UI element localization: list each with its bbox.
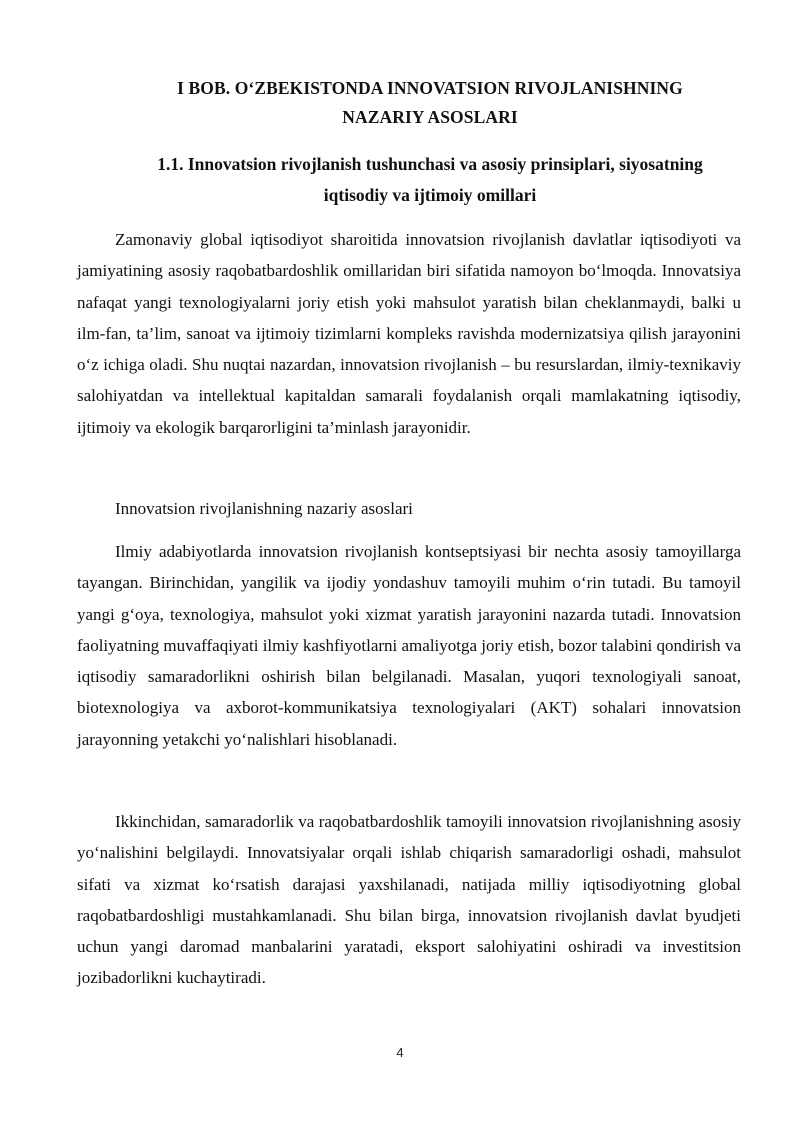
- body-paragraph: Zamonaviy global iqtisodiyot sharoitida innovatsion rivojlanish davlatlar iqtisodiyoti va jamiyatining asosiy raqobatbardoshlik omillaridan biri sifatida namoyon bo‘lmoqda. Innovatsiya nafaqat yangi texnologiyalarni joriy etish yoki mahsulot yaratish bilan cheklanmaydi, balki u ilm-fan, ta’lim, sanoat va ijtimoiy tizimlarni kompleks ravishda modernizatsiya qilish jarayonini o‘z ichiga oladi. Shu nuqtai nazardan, innovatsion rivojlanish – bu resurslardan, ilmiy-texnikaviy salohiyatdan va intellektual kapitaldan samarali foydalanish orqali mamlakatning iqtisodiy, ijtimoiy va ekologik barqarorligini ta’minlash jarayonidir.: [77, 230, 741, 437]
- section-title-line-2: iqtisodiy va ijtimoiy omillari: [323, 185, 537, 205]
- chapter-title: [140, 74, 720, 132]
- chapter-title-line-2: NAZARIY ASOSLARI: [342, 107, 518, 127]
- chapter-title-line-1: I BOB. O‘ZBEKISTONDA INNOVATSION RIVOJLANISHNING: [177, 78, 683, 98]
- subheading-paragraph: Innovatsion rivojlanishning nazariy asoslari: [115, 499, 413, 518]
- section-title: [120, 149, 740, 211]
- body-paragraph: Ikkinchidan, samaradorlik va raqobatbardoshlik tamoyili innovatsion rivojlanishning asosiy yo‘nalishini belgilaydi. Innovatsiyalar orqali ishlab chiqarish samaradorligi oshadi, mahsulot sifati va xizmat ko‘rsatish darajasi yaxshilanadi, natijada milliy iqtisodiyotning global raqobatbardoshligi mustahkamlanadi. Shu bilan birga, innovatsion rivojlanish davlat byudjeti uchun yangi daromad manbalarini yaratadi, eksport salohiyatini oshiradi va investitsion jozibadorlikni kuchaytiradi.: [77, 812, 741, 988]
- section-title-line-1: 1.1. Innovatsion rivojlanish tushunchasi va asosiy prinsiplari, siyosatning: [157, 154, 703, 174]
- page-number: 4: [396, 1045, 404, 1060]
- body-paragraph: Ilmiy adabiyotlarda innovatsion rivojlanish kontseptsiyasi bir nechta asosiy tamoyillarga tayangan. Birinchidan, yangilik va ijodiy yondashuv tamoyili muhim o‘rin tutadi. Bu tamoyil yangi g‘oya, texnologiya, mahsulot yoki xizmat yaratish jarayonini nazarda tutadi. Innovatsion faoliyatning muvaffaqiyati ilmiy kashfiyotlarni amaliyotga joriy etish, bozor talabini qondirish va iqtisodiy samaradorlikni oshirish bilan belgilanadi. Masalan, yuqori texnologiyali sanoat, biotexnologiya va axborot-kommunikatsiya texnologiyalari (AKT) sohalari innovatsion jarayonning yetakchi yo‘nalishlari hisoblanadi.: [77, 542, 741, 749]
